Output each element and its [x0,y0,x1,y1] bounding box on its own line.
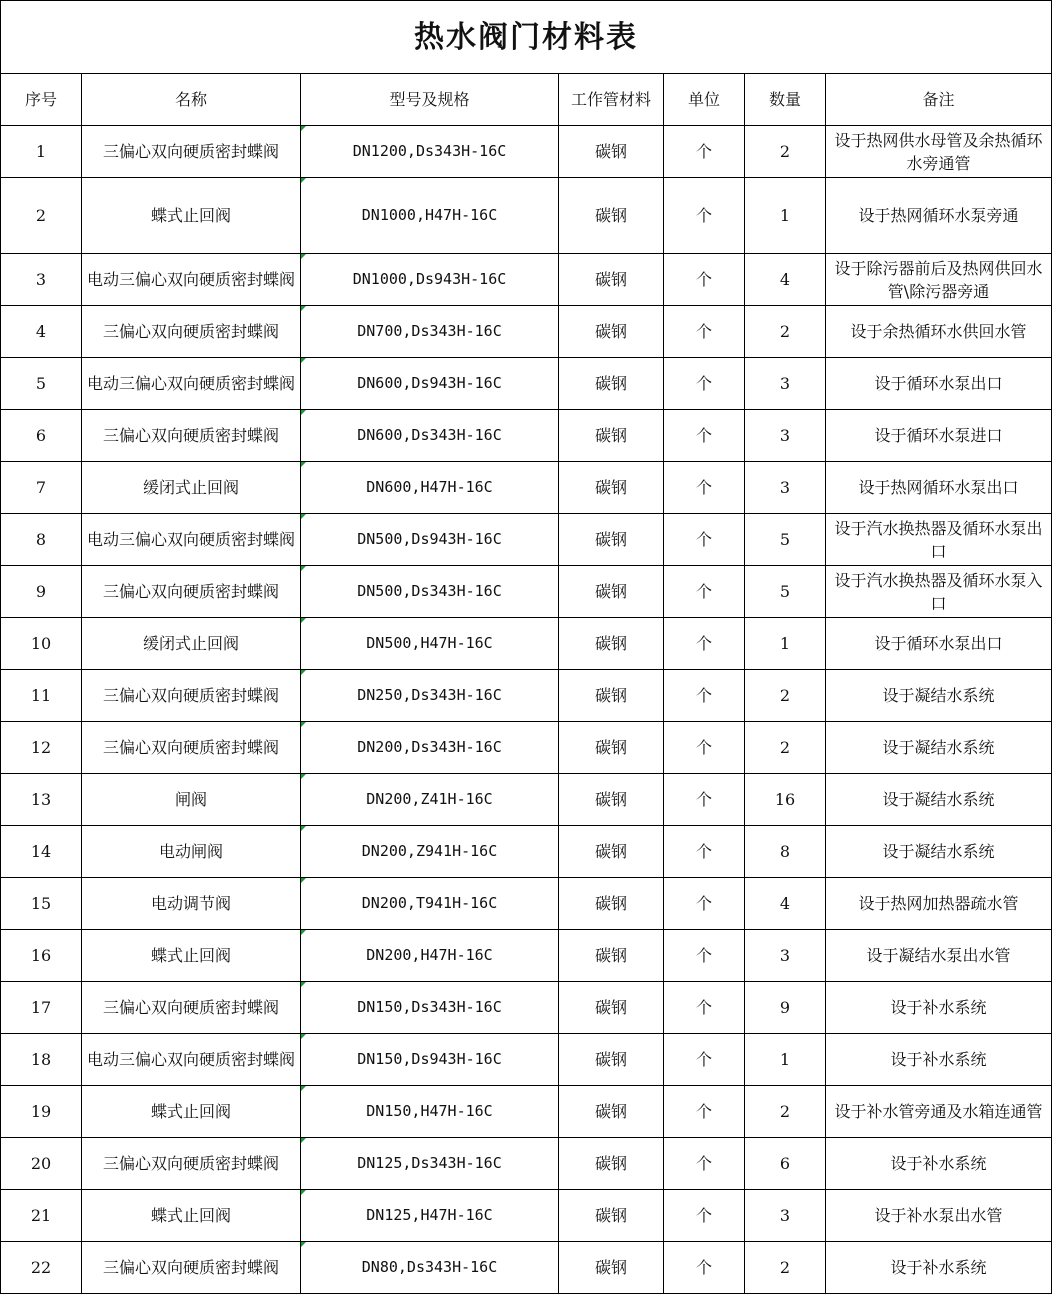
cell-name: 三偏心双向硬质密封蝶阀 [82,410,301,462]
table-row [1,618,1052,670]
cell-material: 碳钢 [559,566,664,618]
table-row [1,462,1052,514]
cell-note: 设于热网循环水泵出口 [826,462,1052,514]
cell-name: 三偏心双向硬质密封蝶阀 [82,1138,301,1190]
cell-qty: 4 [745,254,826,306]
cell-qty: 2 [745,1242,826,1294]
cell-model: DN200,H47H-16C [301,930,559,982]
cell-qty: 3 [745,1190,826,1242]
cell-unit: 个 [664,126,745,178]
cell-name: 闸阀 [82,774,301,826]
cell-name: 电动调节阀 [82,878,301,930]
cell-material: 碳钢 [559,306,664,358]
cell-name: 电动闸阀 [82,826,301,878]
cell-qty: 1 [745,178,826,254]
cell-no: 7 [1,462,82,514]
cell-qty: 9 [745,982,826,1034]
cell-no: 14 [1,826,82,878]
cell-model: DN250,Ds343H-16C [301,670,559,722]
cell-name: 缓闭式止回阀 [82,462,301,514]
cell-model: DN1200,Ds343H-16C [301,126,559,178]
cell-material: 碳钢 [559,826,664,878]
cell-qty: 5 [745,566,826,618]
table-row [1,1138,1052,1190]
cell-model: DN150,Ds343H-16C [301,982,559,1034]
table-row [1,1034,1052,1086]
header-qty: 数量 [745,74,826,126]
cell-no: 10 [1,618,82,670]
cell-unit: 个 [664,566,745,618]
cell-note: 设于循环水泵出口 [826,618,1052,670]
table-row [1,126,1052,178]
cell-unit: 个 [664,410,745,462]
cell-material: 碳钢 [559,1086,664,1138]
cell-qty: 8 [745,826,826,878]
cell-note: 设于热网加热器疏水管 [826,878,1052,930]
cell-unit: 个 [664,722,745,774]
table-row [1,1242,1052,1294]
header-name: 名称 [82,74,301,126]
cell-material: 碳钢 [559,618,664,670]
cell-name: 蝶式止回阀 [82,178,301,254]
table-row [1,878,1052,930]
cell-no: 5 [1,358,82,410]
cell-no: 2 [1,178,82,254]
cell-model: DN150,H47H-16C [301,1086,559,1138]
cell-no: 6 [1,410,82,462]
cell-no: 4 [1,306,82,358]
table-row [1,566,1052,618]
cell-no: 18 [1,1034,82,1086]
cell-model: DN600,Ds943H-16C [301,358,559,410]
cell-qty: 2 [745,306,826,358]
cell-no: 11 [1,670,82,722]
cell-unit: 个 [664,1086,745,1138]
header-unit: 单位 [664,74,745,126]
cell-unit: 个 [664,930,745,982]
table-row [1,930,1052,982]
cell-model: DN200,T941H-16C [301,878,559,930]
cell-model: DN500,Ds343H-16C [301,566,559,618]
cell-note: 设于除污器前后及热网供回水管\除污器旁通 [826,254,1052,306]
cell-qty: 1 [745,1034,826,1086]
table-title: 热水阀门材料表 [1,1,1052,74]
cell-material: 碳钢 [559,930,664,982]
cell-note: 设于凝结水系统 [826,670,1052,722]
cell-no: 20 [1,1138,82,1190]
cell-material: 碳钢 [559,670,664,722]
cell-name: 三偏心双向硬质密封蝶阀 [82,566,301,618]
cell-unit: 个 [664,306,745,358]
header-model: 型号及规格 [301,74,559,126]
header-material: 工作管材料 [559,74,664,126]
table-row [1,670,1052,722]
cell-note: 设于热网供水母管及余热循环水旁通管 [826,126,1052,178]
cell-unit: 个 [664,670,745,722]
cell-model: DN700,Ds343H-16C [301,306,559,358]
cell-material: 碳钢 [559,126,664,178]
cell-no: 15 [1,878,82,930]
cell-model: DN1000,Ds943H-16C [301,254,559,306]
cell-note: 设于补水系统 [826,1034,1052,1086]
cell-model: DN125,H47H-16C [301,1190,559,1242]
cell-note: 设于补水系统 [826,1242,1052,1294]
cell-qty: 6 [745,1138,826,1190]
cell-no: 1 [1,126,82,178]
cell-note: 设于凝结水泵出水管 [826,930,1052,982]
cell-qty: 5 [745,514,826,566]
cell-name: 三偏心双向硬质密封蝶阀 [82,670,301,722]
cell-model: DN200,Z941H-16C [301,826,559,878]
cell-note: 设于热网循环水泵旁通 [826,178,1052,254]
table-row [1,306,1052,358]
cell-no: 12 [1,722,82,774]
cell-qty: 16 [745,774,826,826]
cell-model: DN600,Ds343H-16C [301,410,559,462]
cell-qty: 2 [745,126,826,178]
cell-name: 电动三偏心双向硬质密封蝶阀 [82,1034,301,1086]
cell-qty: 1 [745,618,826,670]
cell-material: 碳钢 [559,1190,664,1242]
cell-material: 碳钢 [559,514,664,566]
cell-name: 蝶式止回阀 [82,1086,301,1138]
cell-no: 3 [1,254,82,306]
cell-unit: 个 [664,982,745,1034]
cell-unit: 个 [664,826,745,878]
cell-name: 电动三偏心双向硬质密封蝶阀 [82,254,301,306]
cell-note: 设于凝结水系统 [826,774,1052,826]
cell-note: 设于凝结水系统 [826,722,1052,774]
cell-material: 碳钢 [559,722,664,774]
cell-model: DN1000,H47H-16C [301,178,559,254]
cell-no: 19 [1,1086,82,1138]
cell-unit: 个 [664,178,745,254]
title-row [1,1,1052,74]
cell-unit: 个 [664,1242,745,1294]
cell-note: 设于汽水换热器及循环水泵入口 [826,566,1052,618]
cell-model: DN125,Ds343H-16C [301,1138,559,1190]
cell-unit: 个 [664,1138,745,1190]
cell-unit: 个 [664,462,745,514]
header-note: 备注 [826,74,1052,126]
cell-qty: 3 [745,930,826,982]
table-row [1,774,1052,826]
cell-note: 设于循环水泵进口 [826,410,1052,462]
cell-no: 16 [1,930,82,982]
cell-qty: 3 [745,358,826,410]
cell-model: DN80,Ds343H-16C [301,1242,559,1294]
cell-note: 设于补水系统 [826,982,1052,1034]
table-row [1,178,1052,254]
table-row [1,254,1052,306]
cell-name: 电动三偏心双向硬质密封蝶阀 [82,358,301,410]
cell-model: DN500,H47H-16C [301,618,559,670]
cell-no: 13 [1,774,82,826]
cell-qty: 3 [745,462,826,514]
cell-model: DN200,Ds343H-16C [301,722,559,774]
cell-material: 碳钢 [559,254,664,306]
cell-material: 碳钢 [559,358,664,410]
cell-note: 设于补水泵出水管 [826,1190,1052,1242]
cell-qty: 3 [745,410,826,462]
cell-note: 设于汽水换热器及循环水泵出口 [826,514,1052,566]
table-row [1,982,1052,1034]
cell-name: 三偏心双向硬质密封蝶阀 [82,306,301,358]
cell-material: 碳钢 [559,1138,664,1190]
header-no: 序号 [1,74,82,126]
cell-name: 蝶式止回阀 [82,1190,301,1242]
cell-note: 设于凝结水系统 [826,826,1052,878]
cell-unit: 个 [664,514,745,566]
table-row [1,1086,1052,1138]
cell-unit: 个 [664,774,745,826]
cell-note: 设于循环水泵出口 [826,358,1052,410]
cell-note: 设于补水系统 [826,1138,1052,1190]
cell-material: 碳钢 [559,1242,664,1294]
cell-note: 设于余热循环水供回水管 [826,306,1052,358]
cell-unit: 个 [664,1034,745,1086]
cell-material: 碳钢 [559,1034,664,1086]
cell-material: 碳钢 [559,178,664,254]
table-row [1,358,1052,410]
cell-unit: 个 [664,1190,745,1242]
cell-no: 22 [1,1242,82,1294]
cell-model: DN150,Ds943H-16C [301,1034,559,1086]
cell-unit: 个 [664,618,745,670]
cell-model: DN600,H47H-16C [301,462,559,514]
cell-unit: 个 [664,254,745,306]
cell-material: 碳钢 [559,982,664,1034]
cell-model: DN200,Z41H-16C [301,774,559,826]
cell-note: 设于补水管旁通及水箱连通管 [826,1086,1052,1138]
cell-unit: 个 [664,878,745,930]
cell-qty: 4 [745,878,826,930]
cell-name: 电动三偏心双向硬质密封蝶阀 [82,514,301,566]
cell-name: 三偏心双向硬质密封蝶阀 [82,1242,301,1294]
cell-material: 碳钢 [559,878,664,930]
table-row [1,826,1052,878]
cell-name: 缓闭式止回阀 [82,618,301,670]
cell-qty: 2 [745,722,826,774]
cell-material: 碳钢 [559,774,664,826]
table-row [1,514,1052,566]
cell-qty: 2 [745,1086,826,1138]
cell-model: DN500,Ds943H-16C [301,514,559,566]
cell-name: 三偏心双向硬质密封蝶阀 [82,982,301,1034]
cell-no: 17 [1,982,82,1034]
table-row [1,1190,1052,1242]
cell-material: 碳钢 [559,462,664,514]
cell-no: 8 [1,514,82,566]
cell-unit: 个 [664,358,745,410]
cell-qty: 2 [745,670,826,722]
cell-no: 9 [1,566,82,618]
cell-no: 21 [1,1190,82,1242]
table-row [1,410,1052,462]
table-row [1,722,1052,774]
header-row [1,74,1052,126]
cell-name: 三偏心双向硬质密封蝶阀 [82,126,301,178]
cell-name: 三偏心双向硬质密封蝶阀 [82,722,301,774]
cell-name: 蝶式止回阀 [82,930,301,982]
cell-material: 碳钢 [559,410,664,462]
